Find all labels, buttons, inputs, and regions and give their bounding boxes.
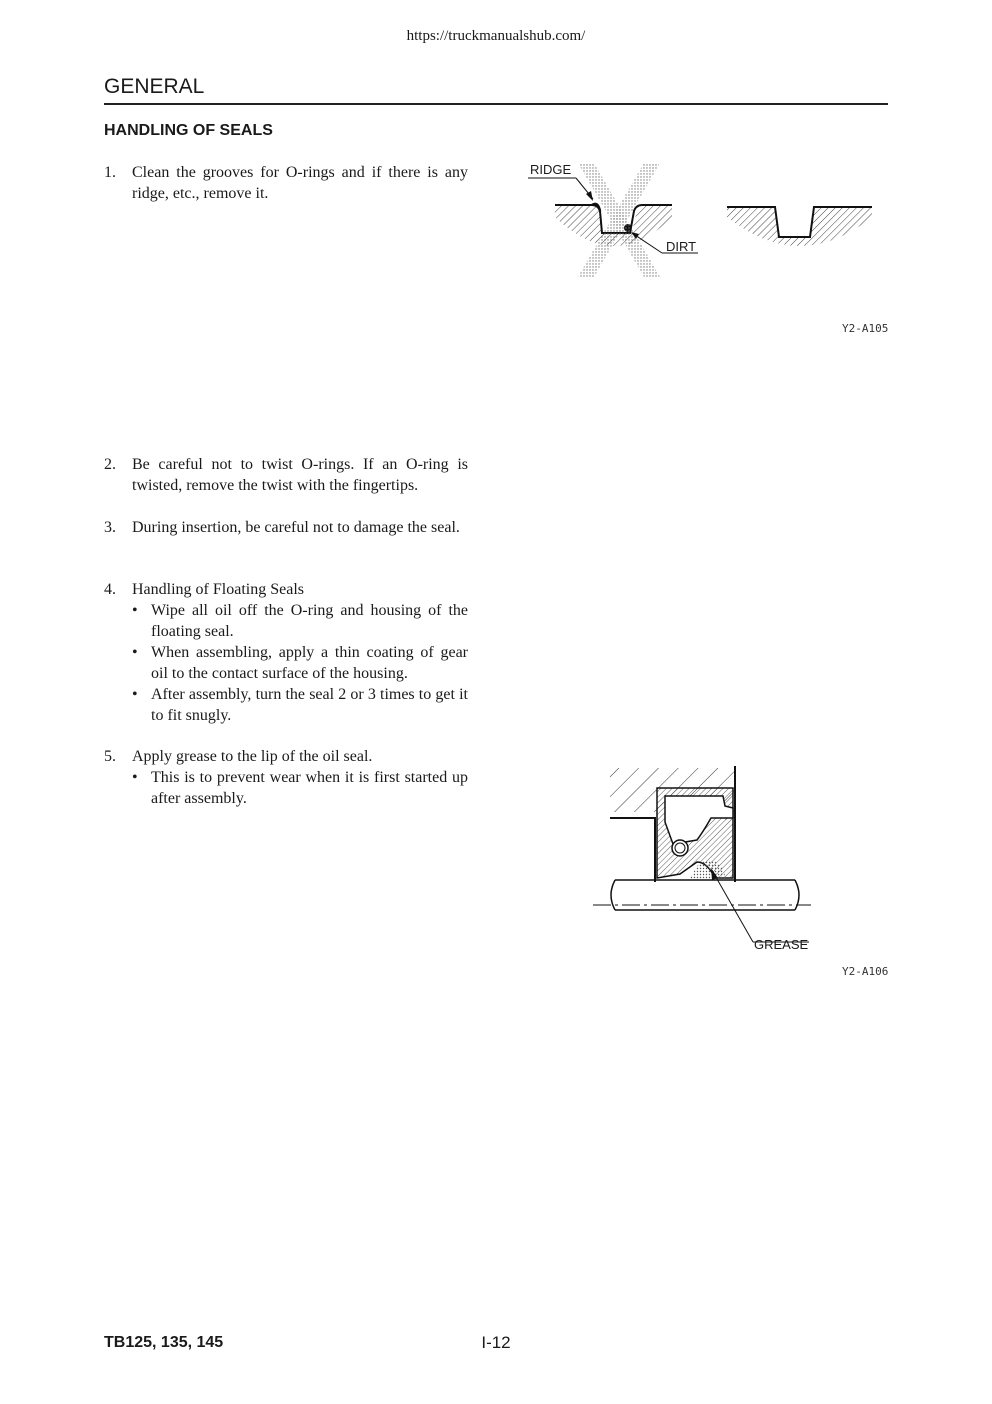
ridge-label: RIDGE [530,162,572,177]
step-number: 5. [104,748,116,765]
step-2 [104,454,468,496]
figure-code: Y2-A106 [842,965,889,978]
dirt-label: DIRT [666,239,697,254]
bullet-icon: • [132,769,138,786]
bullet-icon: • [132,686,138,703]
page-heading: HANDLING OF SEALS [104,122,273,139]
step-number: 1. [104,164,116,181]
shaft-drawing [593,880,811,910]
source-url: https://truckmanualshub.com/ [406,28,586,44]
groove-cleaning-figure [520,155,890,285]
bullet-item [132,767,468,809]
oil-seal-body [657,788,733,878]
step-text: Handling of Floating Seals [132,581,304,598]
bullet-list [104,600,468,726]
step-number: 3. [104,519,116,536]
page-number: I-12 [481,1333,511,1352]
bullet-text: This is to prevent wear when it is first started up after assembly. [151,769,468,807]
step-text: Apply grease to the lip of the oil seal. [132,748,373,765]
section-title: GENERAL [104,75,205,98]
bullet-item [132,684,468,726]
step-5 [104,746,468,809]
step-number: 2. [104,456,116,473]
bullet-text: After assembly, turn the seal 2 or 3 times to get it to fit snugly. [151,686,468,724]
clean-groove-drawing [727,207,872,246]
step-number: 4. [104,581,116,598]
step-text: During insertion, be careful not to damage the seal. [132,519,460,536]
step-1 [104,162,468,204]
step-text: Clean the grooves for O-rings and if there is any ridge, etc., remove it. [132,164,468,202]
step-text: Be careful not to twist O-rings. If an O-ring is twisted, remove the twist with the fingertips. [132,456,468,494]
bullet-list [104,767,468,809]
bullet-item [132,642,468,684]
oil-seal-figure [585,762,820,962]
bullet-item [132,600,468,642]
figure-code: Y2-A105 [842,322,889,335]
bullet-text: Wipe all oil off the O-ring and housing of the floating seal. [151,602,468,640]
bullet-text: When assembling, apply a thin coating of gear oil to the contact surface of the housing. [151,644,468,682]
header-rule [104,103,888,105]
bullet-icon: • [132,644,138,661]
step-3 [104,517,468,538]
bullet-icon: • [132,602,138,619]
grease-label: GREASE [754,937,809,952]
step-4 [104,579,468,726]
footer-model: TB125, 135, 145 [104,1334,224,1351]
